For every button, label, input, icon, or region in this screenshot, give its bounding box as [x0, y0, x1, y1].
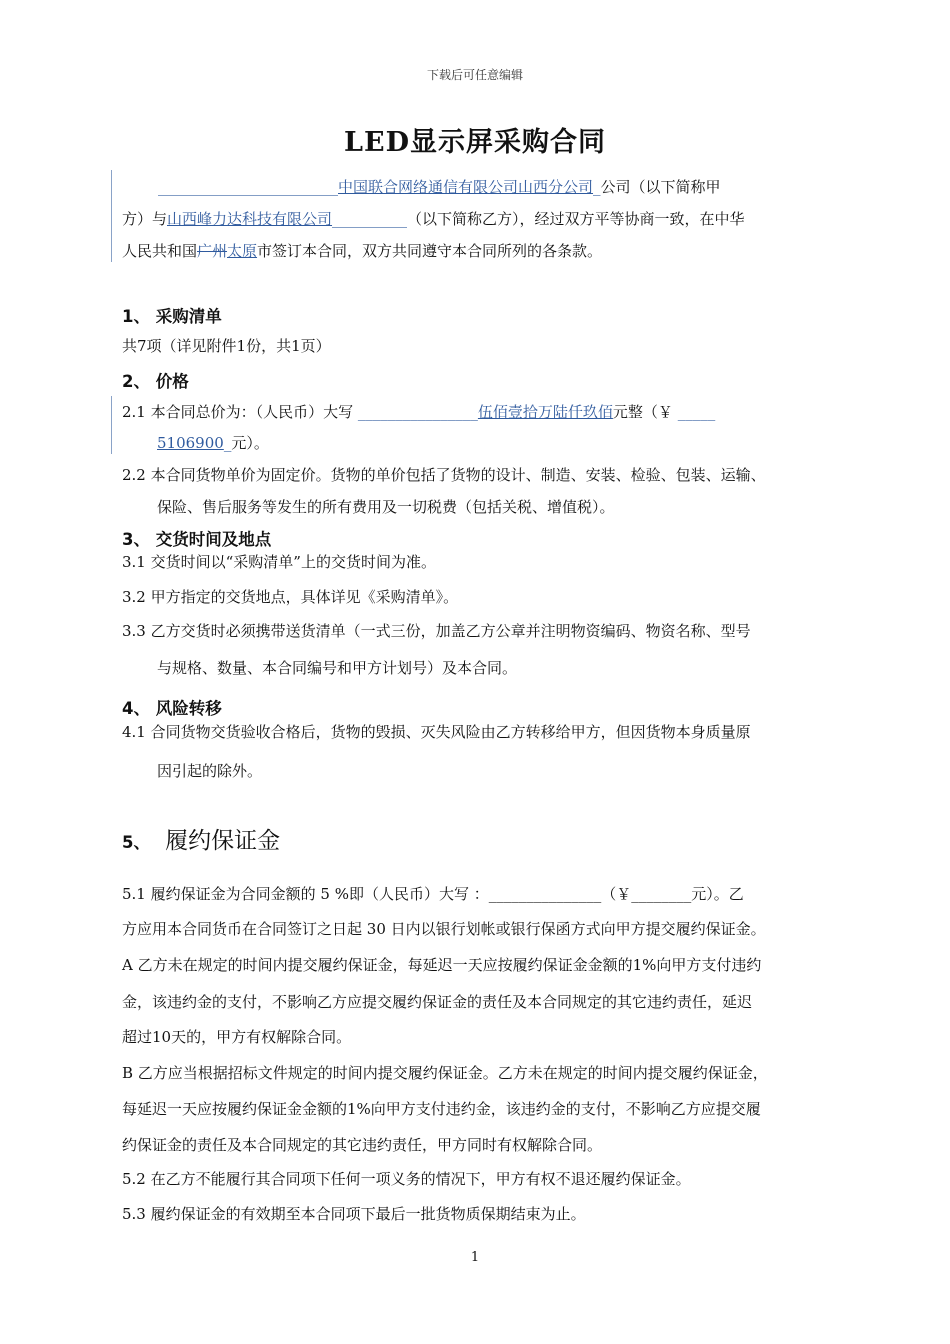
intro-line-1: ________________________中国联合网络通信有限公司山西分公司_公司（以下简称甲 — [158, 178, 721, 196]
section-5-heading: 5、 履约保证金 — [122, 828, 281, 854]
deleted-text: 广州 — [197, 242, 228, 260]
clause-3-3-line-1: 3.3 乙方交货时必须携带送货清单（一式三份，加盖乙方公章并注明物资编码、物资名称、型号 — [122, 622, 751, 640]
total-amount-words: 伍佰壹拾万陆仟玖佰 — [477, 403, 613, 421]
clause-5-b-line-2: 每延迟一天应按履约保证金金额的1%向甲方支付违约金，该违约金的支付，不影响乙方应提交履 — [122, 1100, 761, 1118]
inserted-text: 太原 — [227, 242, 258, 260]
page-number: 1 — [470, 1250, 480, 1265]
revision-bar — [111, 170, 112, 262]
clause-2-2-line-2: 保险、售后服务等发生的所有费用及一切税费（包括关税、增值税）。 — [157, 498, 615, 516]
section-1-heading: 1、 采购清单 — [122, 307, 222, 326]
section-1-line: 共7项（详见附件1份，共1页） — [122, 337, 331, 355]
section-2-heading: 2、 价格 — [122, 372, 189, 391]
party-a-name: 中国联合网络通信有限公司山西分公司 — [338, 178, 594, 196]
intro-line-2: 方）与山西峰力达科技有限公司__________（以下简称乙方），经过双方平等协商一致，在中华 — [122, 210, 745, 228]
revision-bar — [111, 396, 112, 454]
clause-2-2-line-1: 2.2 本合同货物单价为固定价。货物的单价包括了货物的设计、制造、安装、检验、包装、运输、 — [122, 466, 766, 484]
page-header: 下载后可任意编辑 — [426, 68, 523, 82]
section-3-heading: 3、 交货时间及地点 — [122, 530, 272, 549]
clause-3-2: 3.2 甲方指定的交货地点，具体详见《采购清单》。 — [122, 588, 459, 606]
section-4-heading: 4、 风险转移 — [122, 699, 222, 718]
clause-4-1-line-2: 因引起的除外。 — [157, 762, 263, 780]
clause-2-1-cont: 5106900_元）。 — [157, 434, 269, 452]
clause-4-1-line-1: 4.1 合同货物交货验收合格后，货物的毁损、灭失风险由乙方转移给甲方，但因货物本身质量原 — [122, 723, 751, 741]
clause-5-b-line-1: B 乙方应当根据招标文件规定的时间内提交履约保证金。乙方未在规定的时间内提交履约保证金， — [122, 1064, 768, 1082]
clause-5-a-line-1: A 乙方未在规定的时间内提交履约保证金，每延迟一天应按履约保证金金额的1%向甲方支付违约 — [122, 956, 762, 974]
clause-5-a-line-3: 超过10天的，甲方有权解除合同。 — [122, 1028, 352, 1046]
party-b-name: 山西峰力达科技有限公司 — [167, 210, 333, 228]
document-title: LED显示屏采购合同 — [344, 127, 606, 158]
clause-5-a-line-2: 金，该违约金的支付，不影响乙方应提交履约保证金的责任及本合同规定的其它违约责任，延迟 — [122, 993, 753, 1011]
clause-3-3-line-2: 与规格、数量、本合同编号和甲方计划号）及本合同。 — [157, 659, 518, 677]
total-amount-number: 5106900 — [157, 434, 224, 452]
clause-2-1: 2.1 本合同总价为：（人民币）大写 ________________伍佰壹拾万陆仟玖佰元整（￥ _____ — [122, 403, 716, 421]
intro-line-3: 人民共和国广州太原市签订本合同，双方共同遵守本合同所列的各条款。 — [122, 242, 603, 260]
clause-5-3: 5.3 履约保证金的有效期至本合同项下最后一批货物质保期结束为止。 — [122, 1205, 586, 1223]
clause-5-b-line-3: 约保证金的责任及本合同规定的其它违约责任，甲方同时有权解除合同。 — [122, 1136, 603, 1154]
clause-5-2: 5.2 在乙方不能履行其合同项下任何一项义务的情况下，甲方有权不退还履约保证金。 — [122, 1170, 691, 1188]
clause-5-1-line-1: 5.1 履约保证金为合同金额的 5 %即（人民币）大写 ：_______________（￥________元）。乙 — [122, 885, 744, 903]
clause-3-1: 3.1 交货时间以“采购清单”上的交货时间为准。 — [122, 553, 436, 571]
clause-5-1-line-2: 方应用本合同货币在合同签订之日起 30 日内以银行划帐或银行保函方式向甲方提交履约保证金。 — [122, 920, 766, 938]
